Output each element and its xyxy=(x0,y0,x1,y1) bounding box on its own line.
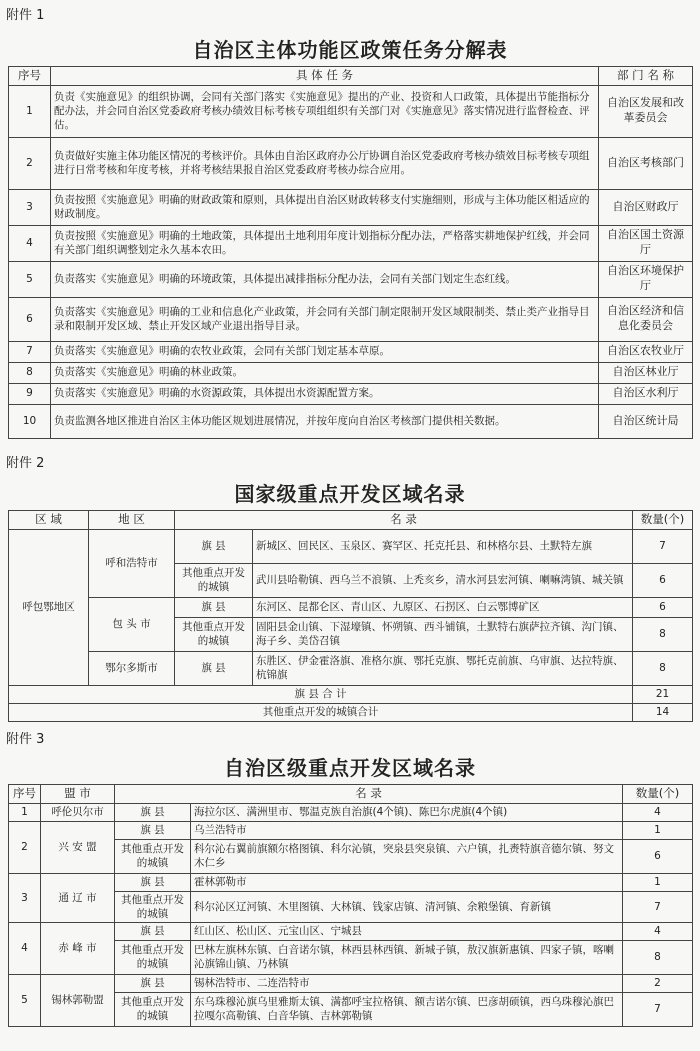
table-row xyxy=(9,261,693,297)
table-row xyxy=(9,85,693,137)
zone-type: 其他重点开发的城镇 xyxy=(115,891,191,922)
zone-list: 红山区、松山区、元宝山区、宁城县 xyxy=(191,922,623,940)
row-no: 7 xyxy=(9,341,51,362)
zone-type: 其他重点开发的城镇 xyxy=(115,940,191,974)
zone-count: 1 xyxy=(623,873,693,891)
group-no: 1 xyxy=(9,803,41,821)
zone-count: 7 xyxy=(623,891,693,922)
row-no: 1 xyxy=(9,85,51,137)
total-towns: 14 xyxy=(633,703,693,721)
table-row xyxy=(9,685,693,703)
row-dept: 自治区农牧业厅 xyxy=(599,341,693,362)
row-task: 负责《实施意见》的组织协调，会同有关部门落实《实施意见》提出的产业、投资和人口政策，具体提出节能指标分配办法，并会同自治区党委政府考核办绩效目标考核专项组组织有关部门对《实施意见》落实情况进行监督检查、评估。 xyxy=(51,85,599,137)
group-no: 2 xyxy=(9,821,41,873)
zone-count: 6 xyxy=(633,597,693,617)
col-header-no: 序号 xyxy=(9,67,51,86)
table-row xyxy=(9,651,693,685)
zone-list: 东乌珠穆沁旗乌里雅斯太镇、满都呼宝拉格镇、额吉诺尔镇、巴彦胡硕镇，西乌珠穆沁旗巴拉嘎尔高勒镇、白音华镇、吉林郭勒镇 xyxy=(191,992,623,1026)
area-name: 鄂尔多斯市 xyxy=(89,651,175,685)
row-no: 5 xyxy=(9,261,51,297)
table-row xyxy=(9,404,693,438)
zone-list: 科尔沁区辽河镇、木里图镇、大林镇、钱家店镇、清河镇、余粮堡镇、育新镇 xyxy=(191,891,623,922)
col-header-no: 序号 xyxy=(9,785,41,804)
row-no: 9 xyxy=(9,383,51,404)
zone-type: 旗 县 xyxy=(175,651,253,685)
table-row xyxy=(9,529,693,563)
total-counties: 21 xyxy=(633,685,693,703)
area-name: 包 头 市 xyxy=(89,597,175,651)
row-task: 负责落实《实施意见》明确的农牧业政策，会同有关部门划定基本草原。 xyxy=(51,341,599,362)
city-name: 赤 峰 市 xyxy=(41,922,115,974)
row-task: 负责落实《实施意见》明确的工业和信息化产业政策，并会同有关部门制定限制开发区域限制类、禁止类产业指导目录和限制开发区域、禁止开发区域产业退出指导目录。 xyxy=(51,297,599,341)
table-row xyxy=(9,821,693,839)
national-development-zones-table xyxy=(8,510,693,722)
policy-task-table xyxy=(8,66,693,439)
zone-list: 锡林浩特市、二连浩特市 xyxy=(191,974,623,992)
row-dept: 自治区环境保护厅 xyxy=(599,261,693,297)
zone-type: 旗 县 xyxy=(175,529,253,563)
zone-type: 旗 县 xyxy=(115,922,191,940)
col-header-count: 数量(个) xyxy=(623,785,693,804)
row-dept: 自治区经济和信息化委员会 xyxy=(599,297,693,341)
table-row xyxy=(9,597,693,617)
row-no: 3 xyxy=(9,189,51,225)
row-no: 2 xyxy=(9,137,51,189)
annex2-title: 国家级重点开发区域名录 xyxy=(234,482,466,506)
zone-type: 其他重点开发的城镇 xyxy=(115,992,191,1026)
row-no: 4 xyxy=(9,225,51,261)
zone-list: 东胜区、伊金霍洛旗、准格尔旗、鄂托克旗、鄂托克前旗、乌审旗、达拉特旗、杭锦旗 xyxy=(253,651,633,685)
total-counties-label: 旗 县 合 计 xyxy=(9,685,633,703)
row-dept: 自治区财政厅 xyxy=(599,189,693,225)
col-header-area: 地 区 xyxy=(89,511,175,530)
col-header-list: 名 录 xyxy=(175,511,633,530)
city-name: 锡林郭勒盟 xyxy=(41,974,115,1026)
zone-list: 固阳县金山镇、下湿壕镇、怀朔镇、西斗铺镇，土默特右旗萨拉齐镇、沟门镇、海子乡、美岱召镇 xyxy=(253,617,633,651)
table-row xyxy=(9,873,693,891)
zone-count: 8 xyxy=(633,651,693,685)
col-header-list: 名 录 xyxy=(115,785,623,804)
zone-list: 武川县哈勒镇、西乌兰不浪镇、上秃亥乡，清水河县宏河镇、喇嘛湾镇、城关镇 xyxy=(253,563,633,597)
zone-type: 旗 县 xyxy=(115,974,191,992)
table-row xyxy=(9,189,693,225)
row-task: 负责落实《实施意见》明确的水资源政策，具体提出水资源配置方案。 xyxy=(51,383,599,404)
zone-count: 2 xyxy=(623,974,693,992)
region-name: 呼包鄂地区 xyxy=(9,529,89,685)
row-no: 10 xyxy=(9,404,51,438)
col-header-region: 区 域 xyxy=(9,511,89,530)
table-row xyxy=(9,383,693,404)
zone-type: 旗 县 xyxy=(175,597,253,617)
zone-count: 8 xyxy=(623,940,693,974)
zone-type: 旗 县 xyxy=(115,873,191,891)
zone-count: 1 xyxy=(623,821,693,839)
row-no: 6 xyxy=(9,297,51,341)
row-dept: 自治区发展和改革委员会 xyxy=(599,85,693,137)
row-task: 负责做好实施主体功能区情况的考核评价。具体由自治区政府办公厅协调自治区党委政府考核办绩效目标考核专项组进行日常考核和年度考核，并将考核结果报自治区党委政府考核办综合应用。 xyxy=(51,137,599,189)
zone-count: 4 xyxy=(623,803,693,821)
area-name: 呼和浩特市 xyxy=(89,529,175,597)
row-no: 8 xyxy=(9,362,51,383)
table-row xyxy=(9,974,693,992)
col-header-dept: 部 门 名 称 xyxy=(599,67,693,86)
zone-type: 其他重点开发的城镇 xyxy=(175,563,253,597)
group-no: 5 xyxy=(9,974,41,1026)
table-row xyxy=(9,362,693,383)
row-dept: 自治区水利厅 xyxy=(599,383,693,404)
total-towns-label: 其他重点开发的城镇合计 xyxy=(9,703,633,721)
table-row xyxy=(9,137,693,189)
zone-count: 8 xyxy=(633,617,693,651)
zone-type: 旗 县 xyxy=(115,821,191,839)
annex3-label: 附件 3 xyxy=(6,732,45,747)
zone-list: 巴林左旗林东镇、白音诺尔镇，林西县林西镇、新城子镇，敖汉旗新惠镇、四家子镇，喀喇沁旗锦山镇、乃林镇 xyxy=(191,940,623,974)
zone-type: 其他重点开发的城镇 xyxy=(115,839,191,873)
zone-list: 乌兰浩特市 xyxy=(191,821,623,839)
group-no: 3 xyxy=(9,873,41,922)
zone-count: 7 xyxy=(633,529,693,563)
zone-list: 新城区、回民区、玉泉区、赛罕区、托克托县、和林格尔县、土默特左旗 xyxy=(253,529,633,563)
row-dept: 自治区林业厅 xyxy=(599,362,693,383)
zone-count: 4 xyxy=(623,922,693,940)
group-no: 4 xyxy=(9,922,41,974)
zone-list: 东河区、昆都仑区、青山区、九原区、石拐区、白云鄂博矿区 xyxy=(253,597,633,617)
zone-list: 海拉尔区、满洲里市、鄂温克族自治旗(4个镇)、陈巴尔虎旗(4个镇) xyxy=(191,803,623,821)
zone-list: 科尔沁右翼前旗额尔格图镇、科尔沁镇，突泉县突泉镇、六户镇，扎赉特旗音德尔镇、努文木仁乡 xyxy=(191,839,623,873)
table-row xyxy=(9,803,693,821)
row-dept: 自治区考核部门 xyxy=(599,137,693,189)
row-dept: 自治区国土资源厅 xyxy=(599,225,693,261)
col-header-task: 具 体 任 务 xyxy=(51,67,599,86)
col-header-city: 盟 市 xyxy=(41,785,115,804)
zone-type: 其他重点开发的城镇 xyxy=(175,617,253,651)
zone-type: 旗 县 xyxy=(115,803,191,821)
row-task: 负责按照《实施意见》明确的土地政策，具体提出土地利用年度计划指标分配办法，严格落实耕地保护红线，并会同有关部门组织调整划定永久基本农田。 xyxy=(51,225,599,261)
regional-development-zones-table xyxy=(8,784,693,1027)
table-row xyxy=(9,341,693,362)
zone-count: 7 xyxy=(623,992,693,1026)
table-row xyxy=(9,297,693,341)
table-row xyxy=(9,922,693,940)
row-task: 负责按照《实施意见》明确的财政政策和原则，具体提出自治区财政转移支付实施细则，形成与主体功能区相适应的财政制度。 xyxy=(51,189,599,225)
annex3-title: 自治区级重点开发区域名录 xyxy=(224,756,476,780)
annex2-label: 附件 2 xyxy=(6,456,45,471)
table-row xyxy=(9,225,693,261)
annex1-title: 自治区主体功能区政策任务分解表 xyxy=(192,38,508,62)
zone-list: 霍林郭勒市 xyxy=(191,873,623,891)
city-name: 呼伦贝尔市 xyxy=(41,803,115,821)
annex1-label: 附件 1 xyxy=(6,8,45,23)
city-name: 通 辽 市 xyxy=(41,873,115,922)
city-name: 兴 安 盟 xyxy=(41,821,115,873)
zone-count: 6 xyxy=(623,839,693,873)
col-header-count: 数量(个) xyxy=(633,511,693,530)
zone-count: 6 xyxy=(633,563,693,597)
row-dept: 自治区统计局 xyxy=(599,404,693,438)
row-task: 负责落实《实施意见》明确的林业政策。 xyxy=(51,362,599,383)
row-task: 负责监测各地区推进自治区主体功能区规划进展情况，并按年度向自治区考核部门提供相关数据。 xyxy=(51,404,599,438)
table-row xyxy=(9,703,693,721)
row-task: 负责落实《实施意见》明确的环境政策，具体提出减排指标分配办法，会同有关部门划定生态红线。 xyxy=(51,261,599,297)
